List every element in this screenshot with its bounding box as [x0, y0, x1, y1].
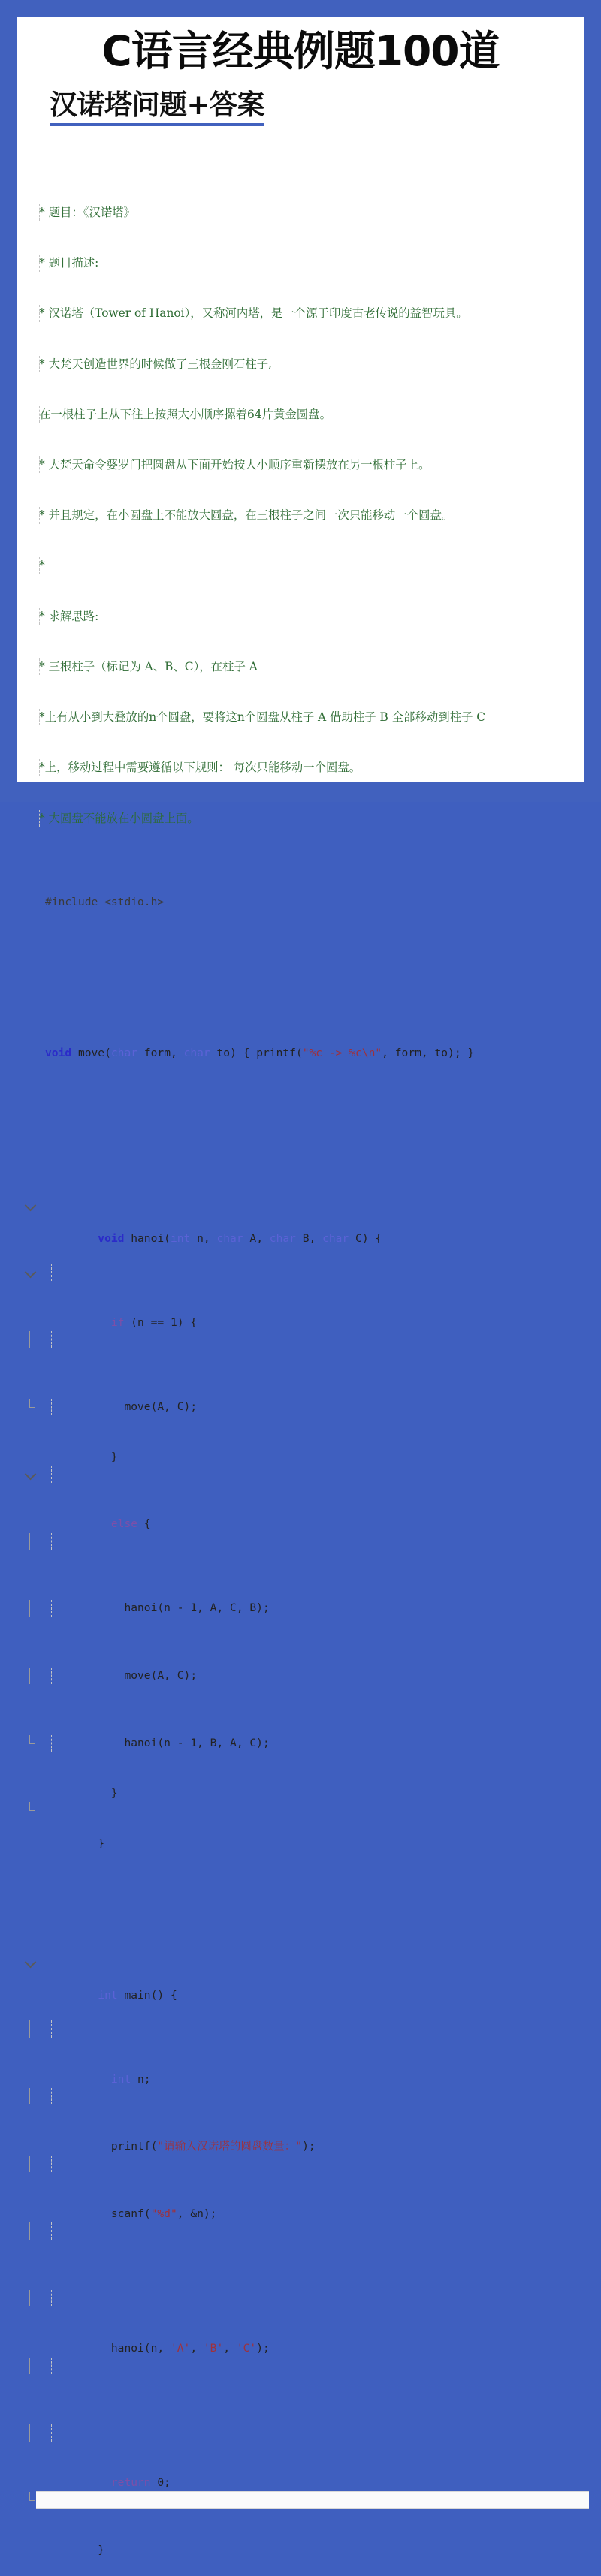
comment-line: [23, 709, 584, 725]
call-move: move(A, C);: [124, 1399, 198, 1413]
indent-guide: [39, 658, 40, 675]
paren-open: (: [104, 1047, 111, 1060]
char-literal-b: 'B': [203, 2342, 224, 2355]
poster-card: [17, 17, 584, 2556]
fold-gutter[interactable]: [23, 1264, 45, 1280]
indent-guide: [51, 1466, 52, 1482]
code-line-move-fn: [23, 1045, 584, 1062]
fold-gutter[interactable]: [23, 1466, 45, 1482]
indent-guide: [39, 204, 40, 221]
prompt-string: "请输入汉诺塔的圆盘数量：": [157, 2140, 303, 2153]
code-line-brace-close: [23, 1735, 584, 1800]
indent-guide: [39, 255, 40, 271]
fold-range-line: [29, 1668, 30, 1684]
code-line-hanoi-sig: [23, 1197, 584, 1245]
keyword-int: int: [98, 1988, 118, 2002]
indent-guide: [51, 2156, 52, 2172]
indent-guide: [51, 2290, 52, 2306]
comment-text: *上，移动过程中需要遵循以下规则： 每次只能移动一个圆盘。: [39, 761, 361, 775]
code-line-brace-close: [23, 1802, 584, 1851]
paren-open: (: [164, 1231, 171, 1245]
indent-guide: [51, 2088, 52, 2104]
fold-range-line: [29, 2424, 30, 2441]
param-c: C: [349, 1231, 362, 1245]
keyword-else: else: [110, 1517, 138, 1531]
keyword-void: void: [98, 1231, 125, 1245]
scanf-tail: , &n);: [177, 2207, 217, 2220]
fold-range-line: [29, 2358, 30, 2374]
code-line-include: [23, 894, 584, 911]
include-header: <stdio.h>: [104, 895, 165, 908]
subtitle-underline: [50, 123, 264, 126]
comment-text: * 题目：《汉诺塔》: [39, 206, 136, 220]
fold-range-end: [29, 2492, 35, 2501]
comment-line: [23, 204, 584, 221]
indent-guide: [51, 2222, 52, 2239]
fold-range-end: [29, 1802, 35, 1811]
comment-line: [23, 507, 584, 523]
code-line-hanoi-main-call: [23, 2290, 584, 2355]
keyword-if: if: [110, 1315, 125, 1329]
indent-guide: [51, 1533, 52, 1550]
call-hanoi: hanoi(n,: [110, 2342, 171, 2355]
comment-line: [23, 810, 584, 827]
indent-guide: [39, 406, 40, 423]
code-line-brace-close: [23, 1399, 584, 1463]
brace-close: }: [98, 1837, 105, 1851]
brace-close: }: [110, 1450, 118, 1463]
fn-name-main: main() {: [117, 1988, 177, 2002]
brace-open: {: [137, 1517, 151, 1531]
format-string: "%c -> %c\n": [302, 1047, 382, 1060]
indent-guide: [39, 356, 40, 372]
call-tail: );: [256, 2342, 270, 2355]
fold-range-line: [29, 2088, 30, 2104]
call-move: move(A, C);: [124, 1669, 198, 1683]
page-subtitle: 汉诺塔问题+答案: [50, 88, 265, 121]
indent-guide: [51, 2020, 52, 2037]
code-line-main-close: [23, 2492, 584, 2556]
keyword-char: char: [269, 1231, 296, 1245]
code-line-hanoi-call-2: [23, 1668, 584, 1749]
fold-range-line: [29, 2156, 30, 2172]
fold-range-line: [29, 1600, 30, 1616]
indent-guide: [51, 1399, 52, 1415]
indent-guide: [51, 1735, 52, 1752]
brace-close: }: [110, 1786, 118, 1800]
fold-gutter[interactable]: [23, 1954, 45, 1970]
keyword-int: int: [110, 2072, 131, 2086]
indent-guide: [39, 810, 40, 827]
blank-line: [23, 2358, 584, 2374]
title-block: [17, 17, 584, 126]
fold-range-line: [29, 2290, 30, 2306]
keyword-int: int: [170, 1231, 191, 1245]
preprocessor-directive: #include: [45, 895, 98, 908]
indent-guide: [39, 709, 40, 725]
indent-guide: [51, 2424, 52, 2441]
chevron-down-icon[interactable]: [25, 1267, 37, 1279]
comment-line: [23, 456, 584, 473]
indent-guide: [51, 1264, 52, 1280]
comment-text: * 大梵天命令婆罗门把圆盘从下面开始按大小顺序重新摆放在另一根柱子上。: [39, 458, 430, 472]
brace-close: }: [98, 2543, 105, 2556]
fn-name-hanoi: hanoi: [124, 1231, 165, 1245]
comma: ,: [223, 2342, 237, 2355]
space: [98, 896, 104, 908]
if-condition: (n == 1) {: [124, 1315, 198, 1329]
page-title: C语言经典例题100道: [101, 27, 500, 75]
char-literal-a: 'A': [170, 2342, 191, 2355]
subtitle-block: [50, 90, 264, 127]
call-hanoi: hanoi(n - 1, B, A, C);: [124, 1736, 270, 1749]
indent-guide: [51, 1668, 52, 1684]
comment-text: * 汉诺塔（Tower of Hanoi），又称河内塔，是一个源于印度古老传说的益智玩具。: [39, 306, 468, 321]
var-n: n;: [131, 2072, 151, 2086]
keyword-char: char: [183, 1047, 210, 1060]
printf-args: , form, to); }: [382, 1047, 475, 1060]
call-printf: printf(: [110, 2140, 158, 2153]
fold-range-end: [29, 1399, 35, 1408]
printf-open: ) { printf(: [230, 1047, 303, 1060]
chevron-down-icon[interactable]: [25, 1957, 37, 1969]
indent-guide: [39, 759, 40, 776]
code-editor[interactable]: [17, 137, 584, 2559]
chevron-down-icon[interactable]: [25, 1469, 37, 1481]
call-hanoi: hanoi(n - 1, A, C, B);: [124, 1601, 270, 1615]
call-scanf: scanf(: [110, 2207, 151, 2220]
keyword-char: char: [110, 1047, 138, 1060]
code-line-printf: [23, 2088, 584, 2153]
comment-line: [23, 305, 584, 321]
code-line-return: [23, 2424, 584, 2490]
blank-line: [23, 1869, 584, 1886]
fold-range-line: [29, 2020, 30, 2037]
scanf-format: "%d": [150, 2207, 177, 2220]
chevron-down-icon[interactable]: [25, 1199, 37, 1211]
keyword-return: return: [110, 2476, 151, 2490]
comment-line: [23, 356, 584, 372]
blank-line: [23, 2222, 584, 2239]
fold-range-line: [29, 1533, 30, 1550]
comment-text: 在一根柱子上从下往上按照大小顺序摞着64片黄金圆盘。: [39, 407, 331, 421]
fold-range-end: [29, 1735, 35, 1744]
comment-line: [23, 759, 584, 776]
indent-guide: [51, 2358, 52, 2374]
indent-guide: [39, 305, 40, 321]
keyword-void: void: [45, 1047, 72, 1060]
comment-text: * 三根柱子（标记为 A、B、C），在柱子 A: [39, 659, 258, 673]
fold-range-line: [29, 1331, 30, 1348]
indent-guide: [39, 557, 40, 574]
param-n: n,: [190, 1231, 217, 1245]
printf-tail: );: [302, 2140, 316, 2153]
code-line-decl-n: [23, 2020, 584, 2086]
indent-guide: [39, 507, 40, 523]
param-to: to: [210, 1047, 231, 1060]
comment-line: [23, 406, 584, 423]
fold-gutter[interactable]: [23, 1197, 45, 1213]
comment-text: * 求解思路:: [39, 609, 99, 623]
return-value: 0;: [150, 2476, 171, 2490]
indent-guide: [39, 608, 40, 625]
code-line-move-call: [23, 1331, 584, 1413]
keyword-char: char: [216, 1231, 243, 1245]
indent-guide: [51, 1600, 52, 1616]
blank-line: [23, 961, 584, 978]
code-line-scanf: [23, 2156, 584, 2220]
brace-open: ) {: [361, 1231, 382, 1245]
comment-line: [23, 557, 584, 574]
code-line-hanoi-call-1: [23, 1533, 584, 1615]
blank-line: [23, 1113, 584, 1129]
fold-range-line: [29, 2222, 30, 2239]
indent-guide: [51, 1331, 52, 1348]
indent-guide: [39, 456, 40, 473]
code-line-else: [23, 1466, 584, 1531]
code-line-main-sig: [23, 1954, 584, 2002]
param-a: A,: [243, 1231, 270, 1245]
comment-text: * 大圆盘不能放在小圆盘上面。: [39, 811, 199, 825]
comment-line: [23, 255, 584, 271]
comma: ,: [190, 2342, 204, 2355]
comment-line: [23, 658, 584, 675]
comment-line: [23, 608, 584, 625]
param-b: B,: [295, 1231, 323, 1245]
fn-name-move: move: [71, 1047, 105, 1060]
param-form: form,: [137, 1047, 184, 1060]
char-literal-c: 'C': [236, 2342, 257, 2355]
comment-text: * 题目描述:: [39, 256, 99, 270]
comment-text: * 并且规定，在小圆盘上不能放大圆盘，在三根柱子之间一次只能移动一个圆盘。: [39, 508, 454, 523]
code-line-if: [23, 1264, 584, 1329]
comment-text: *上有从小到大叠放的n个圆盘，要将这n个圆盘从柱子 A 借助柱子 B 全部移动到柱子 C: [39, 710, 486, 725]
comment-text: *: [39, 559, 45, 573]
comment-text: * 大梵天创造世界的时候做了三根金刚石柱子,: [39, 357, 272, 371]
keyword-char: char: [322, 1231, 349, 1245]
code-line-move-call-2: [23, 1600, 584, 1683]
